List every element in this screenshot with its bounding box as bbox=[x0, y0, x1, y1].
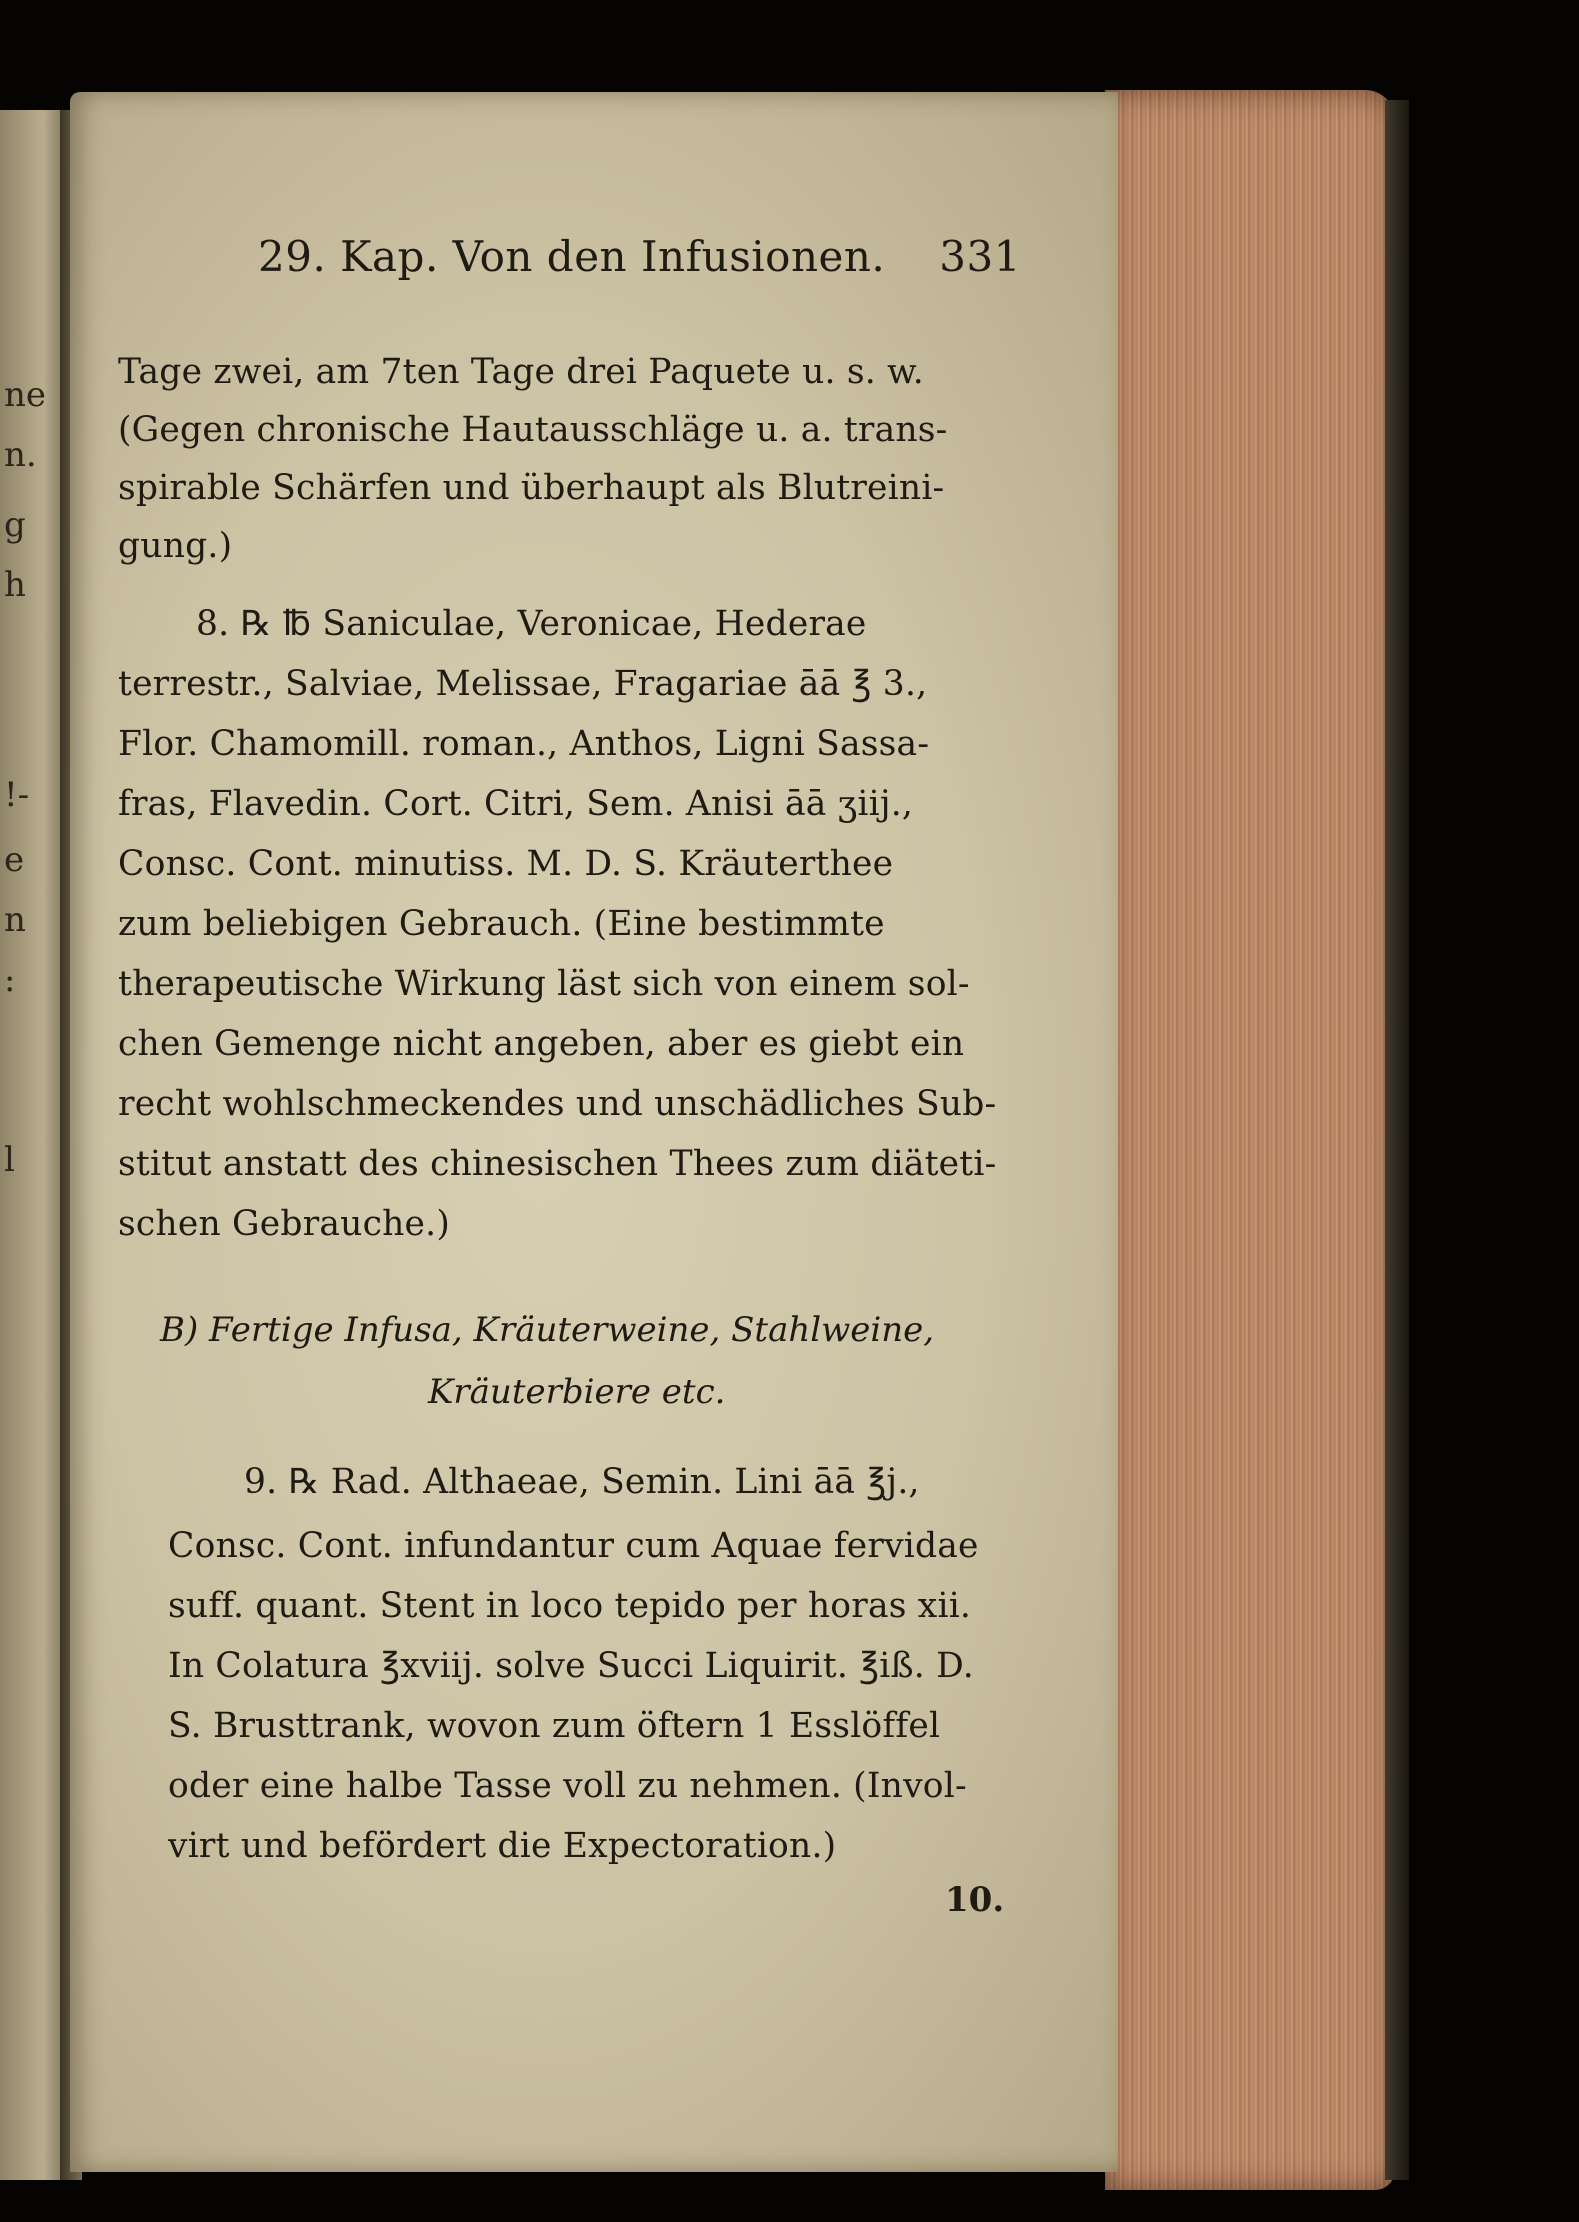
text-line: Consc. Cont. minutiss. M. D. S. Kräuterthee bbox=[118, 844, 894, 884]
text-line: gung.) bbox=[118, 526, 233, 566]
running-header bbox=[258, 232, 1021, 281]
text-line: 8. ℞ ℔ Saniculae, Veronicae, Hederae bbox=[196, 604, 867, 644]
text-line: virt und befördert die Expectoration.) bbox=[168, 1826, 837, 1866]
text-line: S. Brusttrank, wovon zum öftern 1 Esslöffel bbox=[168, 1706, 941, 1746]
left-fragment: n bbox=[4, 900, 26, 940]
left-fragment: ne bbox=[4, 375, 47, 415]
text-line: Tage zwei, am 7ten Tage drei Paquete u. s. w. bbox=[118, 352, 924, 392]
left-fragment: h bbox=[4, 565, 26, 605]
section-heading: B) Fertige Infusa, Kräuterweine, Stahlweine, bbox=[160, 1310, 935, 1350]
left-fragment: !- bbox=[4, 775, 30, 815]
text-line: stitut anstatt des chinesischen Thees zum diäteti- bbox=[118, 1144, 997, 1184]
catchword: 10. bbox=[945, 1880, 1005, 1920]
text-line: chen Gemenge nicht angeben, aber es giebt ein bbox=[118, 1024, 965, 1064]
text-line: therapeutische Wirkung läst sich von einem sol- bbox=[118, 964, 970, 1004]
page-edges bbox=[1105, 90, 1395, 2190]
text-line: (Gegen chronische Hautausschläge u. a. trans- bbox=[118, 410, 948, 450]
cover-edge bbox=[1385, 100, 1409, 2180]
text-line: oder eine halbe Tasse voll zu nehmen. (Invol- bbox=[168, 1766, 967, 1806]
text-line: Flor. Chamomill. roman., Anthos, Ligni Sassa- bbox=[118, 724, 930, 764]
text-line: zum beliebigen Gebrauch. (Eine bestimmte bbox=[118, 904, 885, 944]
page-number: 331 bbox=[939, 232, 1021, 281]
text-line: recht wohlschmeckendes und unschädliches Sub- bbox=[118, 1084, 997, 1124]
text-line: schen Gebrauche.) bbox=[118, 1204, 450, 1244]
left-fragment: e bbox=[4, 840, 25, 880]
section-heading-subline: Kräuterbiere etc. bbox=[428, 1372, 726, 1412]
left-fragment: n. bbox=[4, 435, 37, 475]
text-line: suff. quant. Stent in loco tepido per horas xii. bbox=[168, 1586, 972, 1626]
running-title: 29. Kap. Von den Infusionen. bbox=[258, 232, 886, 281]
text-line: Consc. Cont. infundantur cum Aquae fervidae bbox=[168, 1526, 979, 1566]
text-line: 9. ℞ Rad. Althaeae, Semin. Lini āā ℥j., bbox=[244, 1462, 920, 1502]
text-line: fras, Flavedin. Cort. Citri, Sem. Anisi āā ʒiij., bbox=[118, 784, 914, 824]
text-line: spirable Schärfen und überhaupt als Blutreini- bbox=[118, 468, 945, 508]
text-line: In Colatura ℥xviij. solve Succi Liquirit. ℥iß. D. bbox=[168, 1646, 974, 1686]
left-fragment: : bbox=[4, 960, 16, 1000]
left-fragment: g bbox=[4, 505, 26, 545]
text-line: terrestr., Salviae, Melissae, Fragariae āā ℥ 3., bbox=[118, 664, 928, 704]
left-fragment: l bbox=[4, 1140, 15, 1180]
